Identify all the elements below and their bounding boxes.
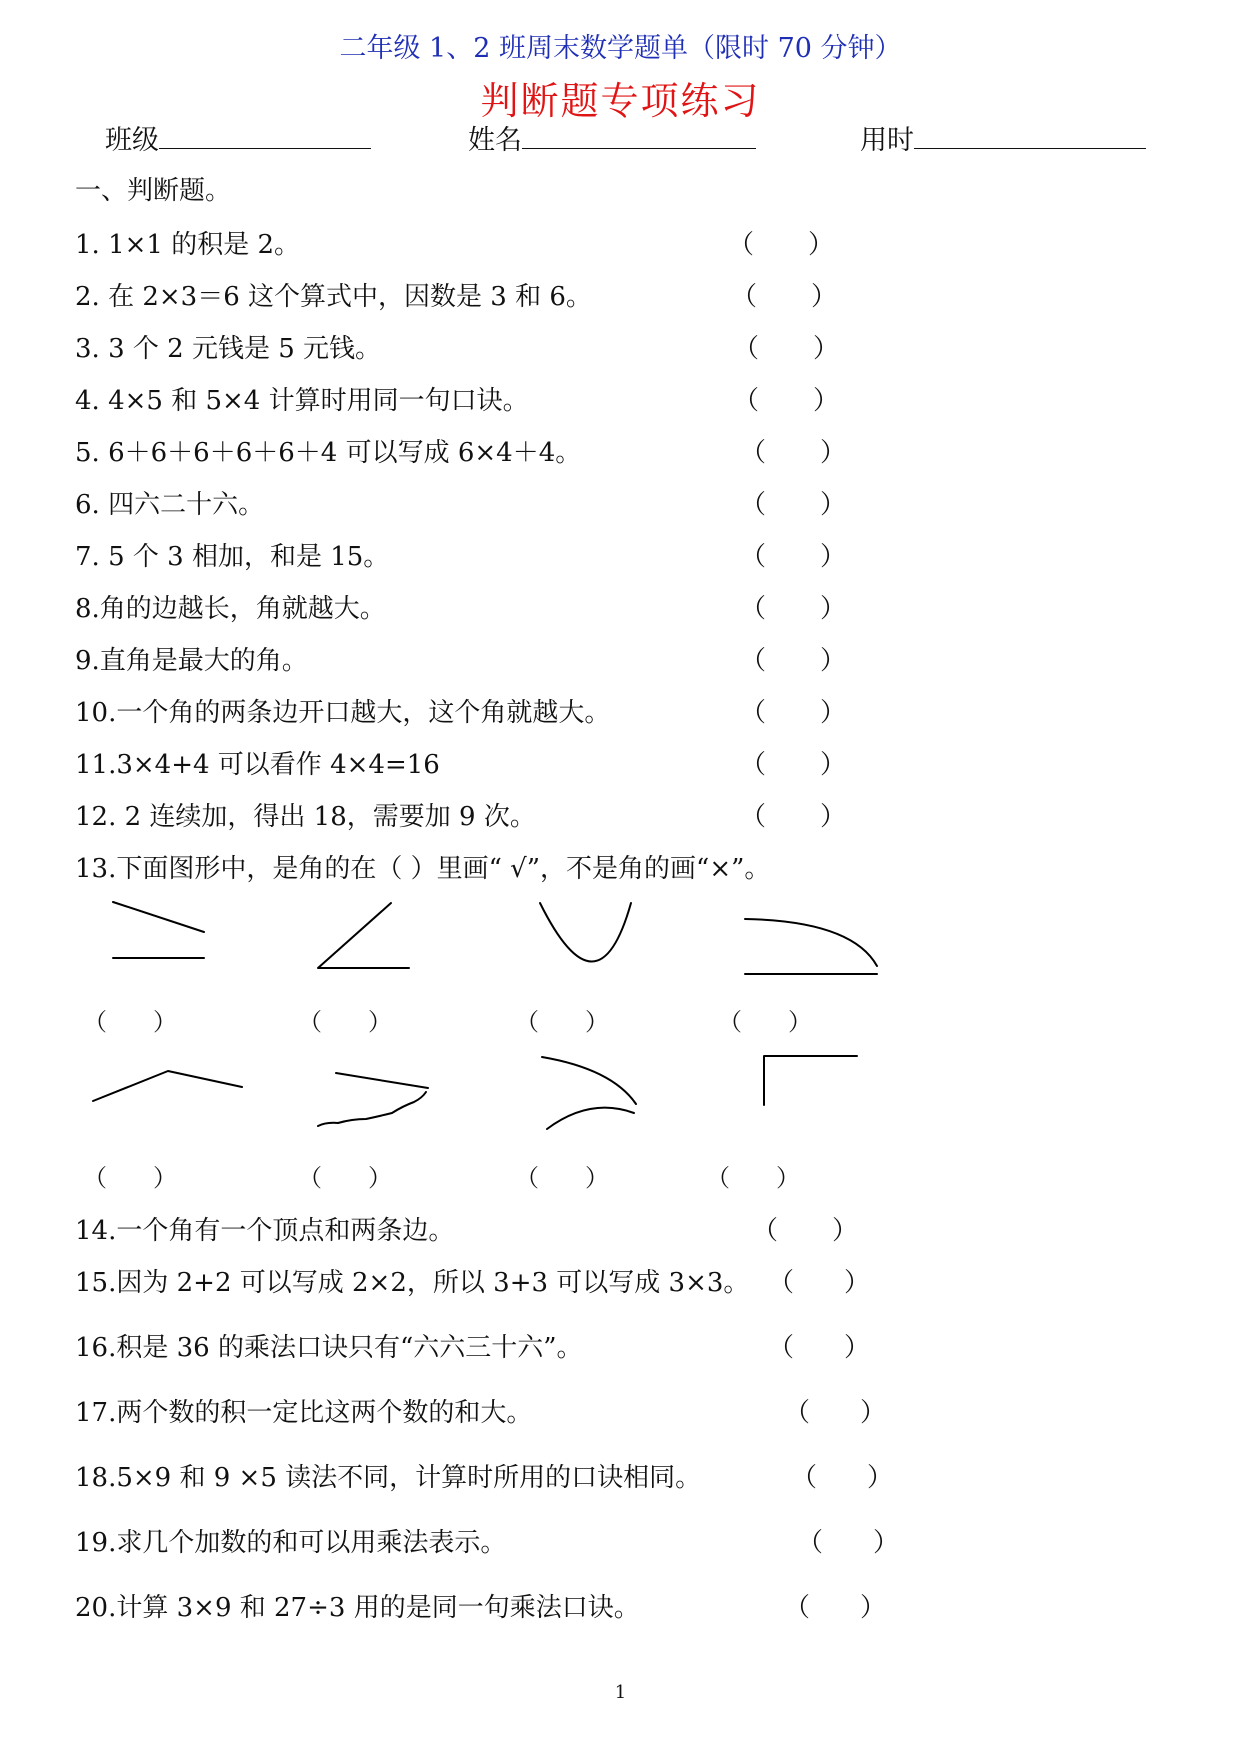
answer-box-3[interactable]: （ ） — [733, 334, 840, 364]
answer-box-17[interactable]: （ ） — [784, 1398, 887, 1428]
answer-box-12[interactable]: （ ） — [740, 802, 847, 832]
question-6: 6. 四六二十六。 — [75, 490, 265, 520]
answer-box-6[interactable]: （ ） — [740, 490, 847, 520]
figure-answer-box-8[interactable]: （ ） — [706, 1164, 800, 1192]
answer-box-8[interactable]: （ ） — [740, 594, 847, 624]
question-9: 9.直角是最大的角。 — [75, 646, 308, 676]
section-title: 一、判断题。 — [75, 176, 232, 206]
page-number: 1 — [614, 1682, 627, 1703]
figure-4-line-and-curve — [745, 919, 877, 974]
question-11: 11.3×4+4 可以看作 4×4=16 — [75, 750, 440, 780]
figure-7-two-curves — [542, 1057, 636, 1129]
name-field-label: 姓名 — [468, 125, 522, 156]
answer-box-19[interactable]: （ ） — [797, 1528, 900, 1558]
class-field-label: 班级 — [105, 125, 159, 156]
question-5: 5. 6＋6＋6＋6＋6＋4 可以写成 6×4＋4。 — [75, 438, 582, 468]
question-15: 15.因为 2+2 可以写成 2×2，所以 3+3 可以写成 3×3。 — [75, 1268, 750, 1298]
figure-2-angle — [318, 903, 409, 968]
figure-3-curve — [540, 903, 631, 962]
question-14: 14.一个角有一个顶点和两条边。 — [75, 1216, 455, 1246]
figure-answer-box-5[interactable]: （ ） — [83, 1164, 177, 1192]
figure-answer-box-1[interactable]: （ ） — [83, 1008, 177, 1036]
question-20: 20.计算 3×9 和 27÷3 用的是同一句乘法口诀。 — [75, 1593, 640, 1623]
question-12: 12. 2 连续加，得出 18，需要加 9 次。 — [75, 802, 536, 832]
figure-answer-box-6[interactable]: （ ） — [298, 1164, 392, 1192]
question-7: 7. 5 个 3 相加，和是 15。 — [75, 542, 390, 572]
figure-6-line-and-wavy-line — [318, 1073, 428, 1126]
question-2: 2. 在 2×3＝6 这个算式中，因数是 3 和 6。 — [75, 282, 592, 312]
answer-box-7[interactable]: （ ） — [740, 542, 847, 572]
page-title: 判断题专项练习 — [480, 79, 761, 123]
worksheet-header: 二年级 1、2 班周末数学题单（限时 70 分钟） — [339, 33, 902, 64]
figure-answer-box-3[interactable]: （ ） — [515, 1008, 609, 1036]
figure-1-two-separate-lines — [113, 902, 204, 958]
question-3: 3. 3 个 2 元钱是 5 元钱。 — [75, 334, 382, 364]
answer-box-2[interactable]: （ ） — [731, 282, 838, 312]
answer-box-20[interactable]: （ ） — [784, 1593, 887, 1623]
answer-box-14[interactable]: （ ） — [752, 1216, 859, 1246]
answer-box-15[interactable]: （ ） — [768, 1268, 871, 1298]
figure-answer-box-4[interactable]: （ ） — [718, 1008, 812, 1036]
figure-answer-box-2[interactable]: （ ） — [298, 1008, 392, 1036]
figure-5-angle — [93, 1071, 242, 1101]
answer-box-16[interactable]: （ ） — [768, 1333, 871, 1363]
question-19: 19.求几个加数的和可以用乘法表示。 — [75, 1528, 507, 1558]
figure-8-right-angle — [764, 1056, 857, 1105]
question-13: 13.下面图形中，是角的在（ ）里画“ √”，不是角的画“×”。 — [75, 854, 771, 884]
question-10: 10.一个角的两条边开口越大，这个角就越大。 — [75, 698, 611, 728]
answer-box-9[interactable]: （ ） — [740, 646, 847, 676]
answer-box-11[interactable]: （ ） — [740, 750, 847, 780]
question-18: 18.5×9 和 9 ×5 读法不同，计算时所用的口诀相同。 — [75, 1463, 702, 1493]
answer-box-4[interactable]: （ ） — [733, 386, 840, 416]
question-8: 8.角的边越长，角就越大。 — [75, 594, 386, 624]
question-1: 1. 1×1 的积是 2。 — [75, 230, 301, 260]
answer-box-5[interactable]: （ ） — [740, 438, 847, 468]
answer-box-18[interactable]: （ ） — [791, 1463, 894, 1493]
question-4: 4. 4×5 和 5×4 计算时用同一句口诀。 — [75, 386, 529, 416]
answer-box-10[interactable]: （ ） — [740, 698, 847, 728]
time-field-label: 用时 — [860, 125, 914, 156]
figure-answer-box-7[interactable]: （ ） — [515, 1164, 609, 1192]
question-17: 17.两个数的积一定比这两个数的和大。 — [75, 1398, 533, 1428]
answer-box-1[interactable]: （ ） — [728, 230, 835, 260]
question-16: 16.积是 36 的乘法口诀只有“六六三十六”。 — [75, 1333, 583, 1363]
